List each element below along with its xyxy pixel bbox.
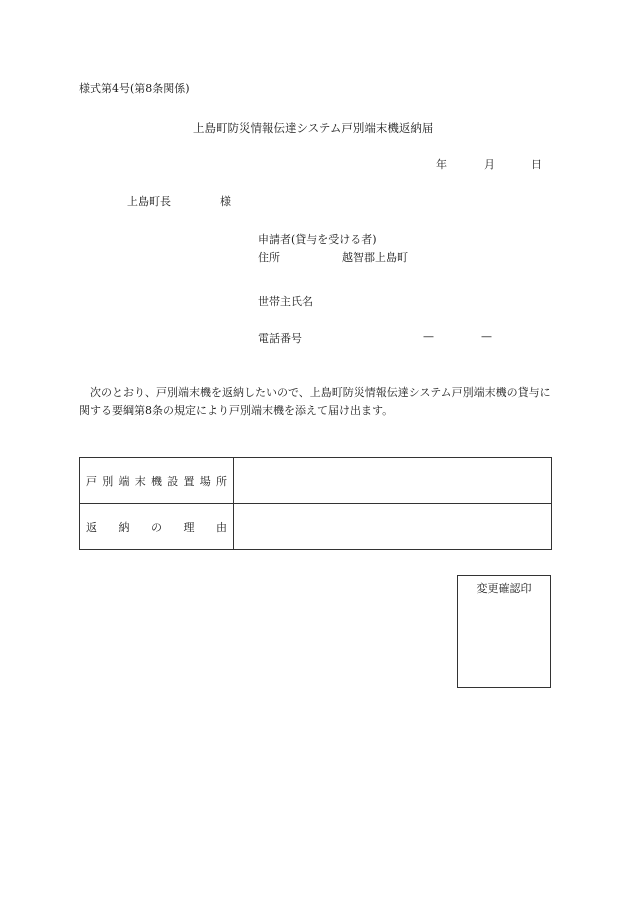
phone-label: 電話番号 xyxy=(258,332,302,345)
info-table xyxy=(79,457,552,550)
date-month-label: 月 xyxy=(484,158,495,171)
addressee-name: 上島町長 xyxy=(127,195,171,208)
stamp-label: 変更確認印 xyxy=(476,582,532,595)
household-head-label: 世帯主氏名 xyxy=(258,295,313,308)
date-year-label: 年 xyxy=(436,158,447,171)
date-day-label: 日 xyxy=(531,158,542,171)
address-label: 住所 xyxy=(258,251,280,264)
table-row xyxy=(80,504,552,550)
document-title: 上島町防災情報伝達システム戸別端末機返納届 xyxy=(193,121,434,135)
form-number: 様式第4号(第8条関係) xyxy=(79,82,190,95)
phone-separator: — xyxy=(481,330,492,343)
install-location-field[interactable] xyxy=(234,458,552,504)
return-reason-field[interactable] xyxy=(234,504,552,550)
table-row xyxy=(80,458,552,504)
addressee-honorific: 様 xyxy=(220,195,231,208)
install-location-label: 戸別端末機設置場所 xyxy=(80,458,234,504)
address-value: 越智郡上島町 xyxy=(342,251,408,264)
phone-separator: — xyxy=(423,330,434,343)
confirmation-stamp-box xyxy=(457,575,551,688)
return-reason-label: 返納の理由 xyxy=(80,504,234,550)
body-paragraph: 次のとおり、戸別端末機を返納したいので、上島町防災情報伝達システム戸別端末機の貸与に関する要綱第8条の規定により戸別端末機を添えて届け出ます。 xyxy=(79,386,551,417)
applicant-heading: 申請者(貸与を受ける者) xyxy=(258,233,377,246)
